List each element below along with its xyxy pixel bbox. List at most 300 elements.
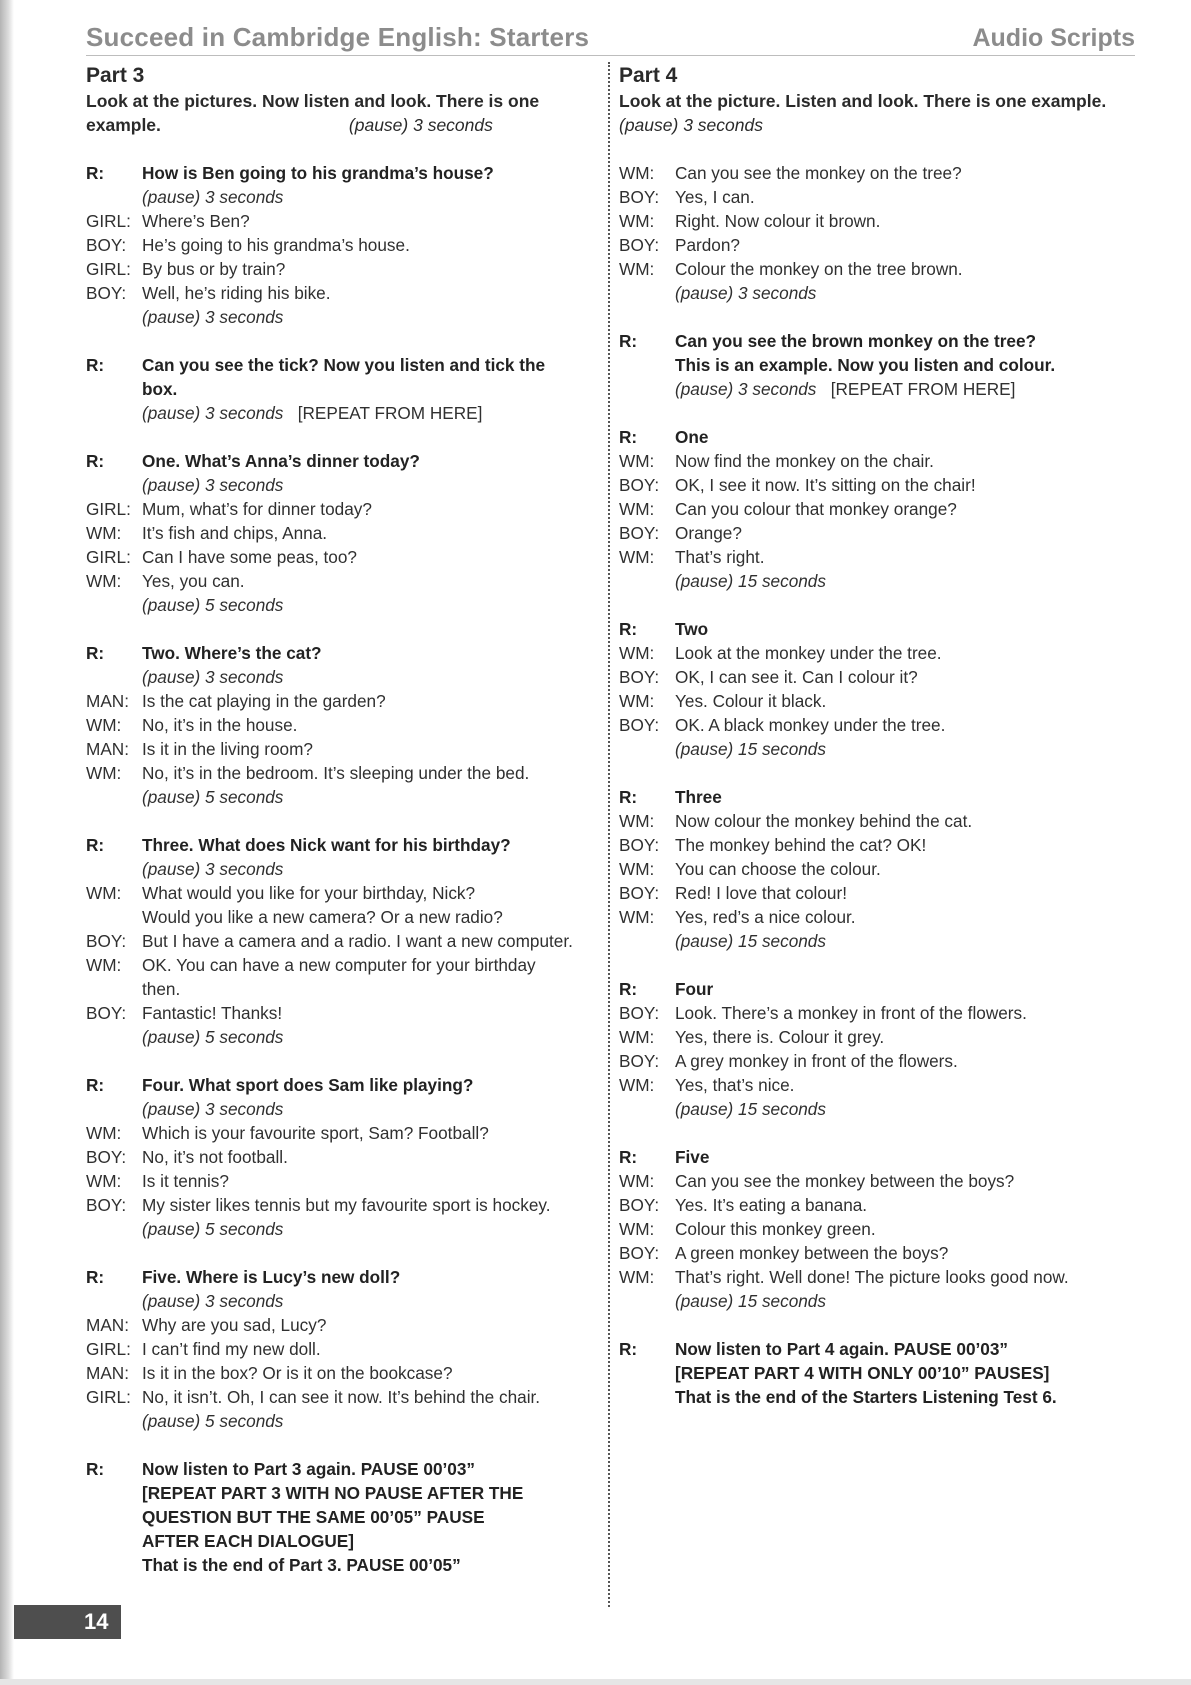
line-text: (pause) 5 seconds xyxy=(142,1411,284,1431)
spacer xyxy=(86,329,596,353)
line-text: No, it’s not football. xyxy=(142,1147,288,1167)
dialogue-line xyxy=(86,1169,596,1193)
dialogue-line xyxy=(619,1001,1139,1025)
pause-line xyxy=(86,665,596,689)
speaker-label: GIRL: xyxy=(86,1339,131,1359)
line-text: A green monkey between the boys? xyxy=(675,1243,949,1263)
line-text: box. xyxy=(142,379,178,399)
rubric-line xyxy=(619,353,1139,377)
spacer xyxy=(619,137,1139,161)
pause-line xyxy=(86,1097,596,1121)
dialogue-line xyxy=(619,1217,1139,1241)
speaker-label: WM: xyxy=(619,1171,655,1191)
dialogue-line xyxy=(86,929,596,953)
spacer xyxy=(619,953,1139,977)
pause-line xyxy=(86,1289,596,1313)
line-text: (pause) 3 seconds xyxy=(675,379,817,399)
line-text: Four xyxy=(675,979,714,999)
dialogue-line xyxy=(619,881,1139,905)
part-4-column xyxy=(619,63,1139,1409)
dialogue-line xyxy=(619,521,1139,545)
line-text: (pause) 3 seconds xyxy=(142,307,284,327)
line-text: That’s right. Well done! The picture looks good now. xyxy=(675,1267,1069,1287)
line-text: (pause) 15 seconds xyxy=(675,931,826,951)
dialogue-line xyxy=(619,449,1139,473)
line-text: No, it’s in the bedroom. It’s sleeping under the bed. xyxy=(142,763,530,783)
line-text: Is it tennis? xyxy=(142,1171,229,1191)
dialogue-line xyxy=(86,257,596,281)
spacer xyxy=(619,1121,1139,1145)
line-text: Yes. It’s eating a banana. xyxy=(675,1195,868,1215)
part-3-intro-pause: (pause) 3 seconds xyxy=(348,115,493,135)
speaker-label: WM: xyxy=(86,883,122,903)
pause-line xyxy=(619,737,1139,761)
line-text: [REPEAT PART 3 WITH NO PAUSE AFTER THE xyxy=(142,1483,524,1503)
line-text: Colour this monkey green. xyxy=(675,1219,876,1239)
rubric-line xyxy=(619,977,1139,1001)
speaker-label: GIRL: xyxy=(86,259,131,279)
speaker-label: BOY: xyxy=(86,931,127,951)
speaker-label: WM: xyxy=(86,715,122,735)
speaker-label: BOY: xyxy=(619,1195,660,1215)
line-text: Why are you sad, Lucy? xyxy=(142,1315,327,1335)
line-text: Where’s Ben? xyxy=(142,211,250,231)
speaker-label: WM: xyxy=(619,907,655,927)
line-text: Now listen to Part 4 again. PAUSE 00’03” xyxy=(675,1339,1009,1359)
speaker-label: MAN: xyxy=(86,1363,129,1383)
speaker-label: BOY: xyxy=(619,1051,660,1071)
speaker-label: BOY: xyxy=(619,187,660,207)
part-3-instruction-end: example. xyxy=(86,115,161,135)
speaker-label: R: xyxy=(86,1267,105,1287)
line-text: Two xyxy=(675,619,709,639)
speaker-label: R: xyxy=(86,1075,105,1095)
dialogue-line xyxy=(86,977,596,1001)
line-text: Five. Where is Lucy’s new doll? xyxy=(142,1267,401,1287)
line-text: Pardon? xyxy=(675,235,740,255)
line-text: Colour the monkey on the tree brown. xyxy=(675,259,963,279)
line-text: Now listen to Part 3 again. PAUSE 00’03” xyxy=(142,1459,476,1479)
speaker-label: WM: xyxy=(619,1027,655,1047)
speaker-label: WM: xyxy=(86,763,122,783)
line-text: QUESTION BUT THE SAME 00’05” PAUSE xyxy=(142,1507,485,1527)
line-text: Can you see the monkey between the boys? xyxy=(675,1171,1015,1191)
line-text: (pause) 5 seconds xyxy=(142,1219,284,1239)
line-text: No, it isn’t. Oh, I can see it now. It’s behind the chair. xyxy=(142,1387,541,1407)
line-text: (pause) 3 seconds xyxy=(142,475,284,495)
part-3-title: Part 3 xyxy=(86,64,145,87)
line-text: Three xyxy=(675,787,722,807)
dialogue-line xyxy=(619,665,1139,689)
rubric-line xyxy=(619,329,1139,353)
part-3-script xyxy=(86,161,596,1577)
dialogue-line xyxy=(619,1193,1139,1217)
line-text: (pause) 3 seconds xyxy=(142,1291,284,1311)
speaker-label: R: xyxy=(619,1339,638,1359)
pause-line xyxy=(86,473,596,497)
spacer xyxy=(86,1433,596,1457)
speaker-label: R: xyxy=(619,1147,638,1167)
line-text: (pause) 3 seconds xyxy=(142,1099,284,1119)
speaker-label: R: xyxy=(86,1459,105,1479)
line-text: (pause) 5 seconds xyxy=(142,1027,284,1047)
pause-line xyxy=(86,1025,596,1049)
dialogue-line xyxy=(86,1361,596,1385)
page-header xyxy=(86,22,1135,56)
speaker-label: MAN: xyxy=(86,691,129,711)
line-text: Fantastic! Thanks! xyxy=(142,1003,283,1023)
dialogue-line xyxy=(86,905,596,929)
line-text: Can you see the brown monkey on the tree? xyxy=(675,331,1037,351)
pause-line xyxy=(86,1217,596,1241)
line-text: He’s going to his grandma’s house. xyxy=(142,235,410,255)
line-text: Can I have some peas, too? xyxy=(142,547,357,567)
part-3-instructions xyxy=(86,89,596,137)
dialogue-line xyxy=(619,905,1139,929)
dialogue-line xyxy=(619,713,1139,737)
pause-line xyxy=(619,377,1139,401)
speaker-label: WM: xyxy=(619,643,655,663)
spacer xyxy=(619,401,1139,425)
rubric-line xyxy=(619,617,1139,641)
line-text: Would you like a new camera? Or a new radio? xyxy=(142,907,503,927)
speaker-label: BOY: xyxy=(86,235,127,255)
speaker-label: BOY: xyxy=(619,235,660,255)
dialogue-line xyxy=(86,689,596,713)
dialogue-line xyxy=(619,209,1139,233)
dialogue-line xyxy=(619,1025,1139,1049)
rubric-line xyxy=(619,785,1139,809)
dialogue-line xyxy=(619,1169,1139,1193)
pause-line xyxy=(86,1409,596,1433)
page-number: 14 xyxy=(84,1609,109,1634)
speaker-label: WM: xyxy=(86,571,122,591)
line-text: Is the cat playing in the garden? xyxy=(142,691,386,711)
dialogue-line xyxy=(619,1049,1139,1073)
dialogue-line xyxy=(86,1337,596,1361)
speaker-label: GIRL: xyxy=(86,211,131,231)
speaker-label: R: xyxy=(619,979,638,999)
line-text: You can choose the colour. xyxy=(675,859,881,879)
speaker-label: WM: xyxy=(86,955,122,975)
pause-line xyxy=(86,593,596,617)
speaker-label: R: xyxy=(619,427,638,447)
line-text: Yes, red’s a nice colour. xyxy=(675,907,856,927)
spacer xyxy=(619,305,1139,329)
dialogue-line xyxy=(619,809,1139,833)
speaker-label: R: xyxy=(86,643,105,663)
dialogue-line xyxy=(619,689,1139,713)
speaker-label: R: xyxy=(619,331,638,351)
line-text: (pause) 15 seconds xyxy=(675,739,826,759)
repeat-marker: [REPEAT FROM HERE] xyxy=(283,403,483,423)
line-text: Mum, what’s for dinner today? xyxy=(142,499,372,519)
line-text: My sister likes tennis but my favourite sport is hockey. xyxy=(142,1195,551,1215)
pause-line xyxy=(619,1289,1139,1313)
line-text: Five xyxy=(675,1147,710,1167)
dialogue-line xyxy=(86,497,596,521)
speaker-label: WM: xyxy=(619,451,655,471)
rubric-line xyxy=(86,1505,596,1529)
speaker-label: WM: xyxy=(619,1267,655,1287)
speaker-label: BOY: xyxy=(619,475,660,495)
line-text: (pause) 15 seconds xyxy=(675,571,826,591)
speaker-label: GIRL: xyxy=(86,1387,131,1407)
dialogue-line xyxy=(619,473,1139,497)
speaker-label: BOY: xyxy=(86,283,127,303)
line-text: How is Ben going to his grandma’s house? xyxy=(142,163,494,183)
line-text: Can you colour that monkey orange? xyxy=(675,499,957,519)
part-4-intro-pause: (pause) 3 seconds xyxy=(619,115,763,135)
speaker-label: WM: xyxy=(619,259,655,279)
line-text: Yes, there is. Colour it grey. xyxy=(675,1027,885,1047)
rubric-line xyxy=(86,641,596,665)
dialogue-line xyxy=(619,641,1139,665)
dialogue-line xyxy=(86,1313,596,1337)
rubric-line xyxy=(619,1361,1139,1385)
line-text: (pause) 15 seconds xyxy=(675,1291,826,1311)
line-text: It’s fish and chips, Anna. xyxy=(142,523,328,543)
pause-line xyxy=(86,785,596,809)
spacer xyxy=(86,1049,596,1073)
speaker-label: R: xyxy=(86,835,105,855)
dialogue-line xyxy=(86,761,596,785)
speaker-label: R: xyxy=(619,619,638,639)
rubric-line xyxy=(619,1145,1139,1169)
speaker-label: MAN: xyxy=(86,1315,129,1335)
speaker-label: WM: xyxy=(619,811,655,831)
line-text: One. What’s Anna’s dinner today? xyxy=(142,451,420,471)
line-text: (pause) 5 seconds xyxy=(142,787,284,807)
pause-line xyxy=(86,857,596,881)
speaker-label: WM: xyxy=(86,523,122,543)
scan-bottom-edge xyxy=(0,1679,1191,1685)
line-text: What would you like for your birthday, Nick? xyxy=(142,883,476,903)
line-text: [REPEAT PART 4 WITH ONLY 00’10” PAUSES] xyxy=(675,1363,1050,1383)
dialogue-line xyxy=(86,569,596,593)
rubric-line xyxy=(619,1337,1139,1361)
line-text: That is the end of Part 3. PAUSE 00’05” xyxy=(142,1555,461,1575)
spacer xyxy=(86,809,596,833)
dialogue-line xyxy=(86,1145,596,1169)
line-text: then. xyxy=(142,979,181,999)
speaker-label: BOY: xyxy=(619,1243,660,1263)
line-text: (pause) 3 seconds xyxy=(142,667,284,687)
rubric-line xyxy=(86,1265,596,1289)
dialogue-line xyxy=(86,281,596,305)
pause-line xyxy=(619,929,1139,953)
line-text: But I have a camera and a radio. I want a new computer. xyxy=(142,931,573,951)
rubric-line xyxy=(86,161,596,185)
rubric-line xyxy=(86,1073,596,1097)
spacer xyxy=(86,617,596,641)
dialogue-line xyxy=(86,1385,596,1409)
line-text: Is it in the living room? xyxy=(142,739,313,759)
section-title: Audio Scripts xyxy=(972,24,1135,52)
pause-line xyxy=(86,185,596,209)
speaker-label: BOY: xyxy=(86,1195,127,1215)
part-4-instructions xyxy=(619,89,1139,137)
column-divider xyxy=(608,62,610,1607)
pause-line xyxy=(619,281,1139,305)
rubric-line xyxy=(86,833,596,857)
line-text: OK, I see it now. It’s sitting on the chair! xyxy=(675,475,976,495)
line-text: Now colour the monkey behind the cat. xyxy=(675,811,973,831)
speaker-label: GIRL: xyxy=(86,499,131,519)
pause-line xyxy=(86,305,596,329)
line-text: That is the end of the Starters Listening Test 6. xyxy=(675,1387,1057,1407)
dialogue-line xyxy=(619,185,1139,209)
line-text: Four. What sport does Sam like playing? xyxy=(142,1075,474,1095)
speaker-label: WM: xyxy=(619,1075,655,1095)
line-text: Yes. Colour it black. xyxy=(675,691,827,711)
part-3-column xyxy=(86,63,596,1577)
dialogue-line xyxy=(86,521,596,545)
rubric-line xyxy=(86,1553,596,1577)
dialogue-line xyxy=(86,953,596,977)
part-4-instruction-line: Look at the picture. Listen and look. There is one example. xyxy=(619,91,1107,111)
speaker-label: BOY: xyxy=(619,715,660,735)
line-text: OK. You can have a new computer for your birthday xyxy=(142,955,536,975)
line-text: Yes, that’s nice. xyxy=(675,1075,795,1095)
rubric-line xyxy=(86,1529,596,1553)
line-text: Look at the monkey under the tree. xyxy=(675,643,942,663)
part-4-script xyxy=(619,161,1139,1409)
dialogue-line xyxy=(86,545,596,569)
line-text: Is it in the box? Or is it on the bookcase? xyxy=(142,1363,453,1383)
rubric-line xyxy=(86,1481,596,1505)
line-text: Right. Now colour it brown. xyxy=(675,211,881,231)
line-text: OK, I can see it. Can I colour it? xyxy=(675,667,918,687)
rubric-line xyxy=(86,377,596,401)
dialogue-line xyxy=(86,737,596,761)
line-text: Two. Where’s the cat? xyxy=(142,643,322,663)
dialogue-line xyxy=(86,1001,596,1025)
line-text: (pause) 3 seconds xyxy=(675,283,817,303)
dialogue-line xyxy=(619,257,1139,281)
book-title: Succeed in Cambridge English: Starters xyxy=(86,22,590,52)
line-text: This is an example. Now you listen and colour. xyxy=(675,355,1056,375)
spacer xyxy=(86,1241,596,1265)
line-text: AFTER EACH DIALOGUE] xyxy=(142,1531,354,1551)
line-text: (pause) 3 seconds xyxy=(142,859,284,879)
dialogue-line xyxy=(619,857,1139,881)
rubric-line xyxy=(86,1457,596,1481)
dialogue-line xyxy=(86,1193,596,1217)
line-text: Yes, I can. xyxy=(675,187,755,207)
speaker-label: BOY: xyxy=(86,1003,127,1023)
dialogue-line xyxy=(619,545,1139,569)
line-text: Three. What does Nick want for his birthday? xyxy=(142,835,511,855)
dialogue-line xyxy=(86,1121,596,1145)
rubric-line xyxy=(86,353,596,377)
speaker-label: WM: xyxy=(619,859,655,879)
speaker-label: BOY: xyxy=(619,667,660,687)
repeat-marker: [REPEAT FROM HERE] xyxy=(816,379,1016,399)
pause-line xyxy=(86,401,596,425)
spacer xyxy=(86,137,596,161)
line-text: Which is your favourite sport, Sam? Football? xyxy=(142,1123,489,1143)
spacer xyxy=(619,593,1139,617)
scan-shadow xyxy=(0,0,14,1685)
spacer xyxy=(619,1313,1139,1337)
speaker-label: BOY: xyxy=(619,835,660,855)
line-text: The monkey behind the cat? OK! xyxy=(675,835,927,855)
line-text: OK. A black monkey under the tree. xyxy=(675,715,946,735)
pause-line xyxy=(619,1097,1139,1121)
speaker-label: WM: xyxy=(86,1171,122,1191)
dialogue-line xyxy=(619,833,1139,857)
speaker-label: R: xyxy=(619,787,638,807)
line-text: I can’t find my new doll. xyxy=(142,1339,321,1359)
speaker-label: WM: xyxy=(86,1123,122,1143)
line-text: (pause) 3 seconds xyxy=(142,403,284,423)
dialogue-line xyxy=(619,161,1139,185)
dialogue-line xyxy=(619,497,1139,521)
line-text: No, it’s in the house. xyxy=(142,715,298,735)
spacer xyxy=(86,425,596,449)
line-text: That’s right. xyxy=(675,547,765,567)
line-text: Can you see the monkey on the tree? xyxy=(675,163,962,183)
speaker-label: WM: xyxy=(619,691,655,711)
dialogue-line xyxy=(619,233,1139,257)
speaker-label: R: xyxy=(86,355,105,375)
rubric-line xyxy=(86,449,596,473)
speaker-label: WM: xyxy=(619,499,655,519)
dialogue-line xyxy=(86,881,596,905)
line-text: Red! I love that colour! xyxy=(675,883,847,903)
dialogue-line xyxy=(86,233,596,257)
speaker-label: R: xyxy=(86,451,105,471)
line-text: A grey monkey in front of the flowers. xyxy=(675,1051,958,1071)
line-text: Look. There’s a monkey in front of the flowers. xyxy=(675,1003,1027,1023)
line-text: One xyxy=(675,427,709,447)
speaker-label: BOY: xyxy=(86,1147,127,1167)
speaker-label: WM: xyxy=(619,1219,655,1239)
rubric-line xyxy=(619,1385,1139,1409)
line-text: Can you see the tick? Now you listen and tick the xyxy=(142,355,546,375)
speaker-label: BOY: xyxy=(619,1003,660,1023)
part-3-instruction-line: Look at the pictures. Now listen and look. There is one xyxy=(86,91,540,111)
line-text: Well, he’s riding his bike. xyxy=(142,283,331,303)
speaker-label: WM: xyxy=(619,547,655,567)
speaker-label: BOY: xyxy=(619,523,660,543)
line-text: (pause) 15 seconds xyxy=(675,1099,826,1119)
line-text: By bus or by train? xyxy=(142,259,286,279)
part-3-instruction-line xyxy=(86,113,596,137)
speaker-label: R: xyxy=(86,163,105,183)
dialogue-line xyxy=(86,209,596,233)
line-text: Yes, you can. xyxy=(142,571,245,591)
dialogue-line xyxy=(619,1073,1139,1097)
speaker-label: WM: xyxy=(619,163,655,183)
dialogue-line xyxy=(86,713,596,737)
pause-line xyxy=(619,569,1139,593)
speaker-label: MAN: xyxy=(86,739,129,759)
rubric-line xyxy=(619,425,1139,449)
part-4-title: Part 4 xyxy=(619,64,678,87)
spacer xyxy=(619,761,1139,785)
line-text: (pause) 5 seconds xyxy=(142,595,284,615)
dialogue-line xyxy=(619,1265,1139,1289)
line-text: (pause) 3 seconds xyxy=(142,187,284,207)
speaker-label: GIRL: xyxy=(86,547,131,567)
speaker-label: BOY: xyxy=(619,883,660,903)
speaker-label: WM: xyxy=(619,211,655,231)
page-number-tab xyxy=(14,1605,121,1639)
line-text: Now find the monkey on the chair. xyxy=(675,451,934,471)
line-text: Orange? xyxy=(675,523,742,543)
